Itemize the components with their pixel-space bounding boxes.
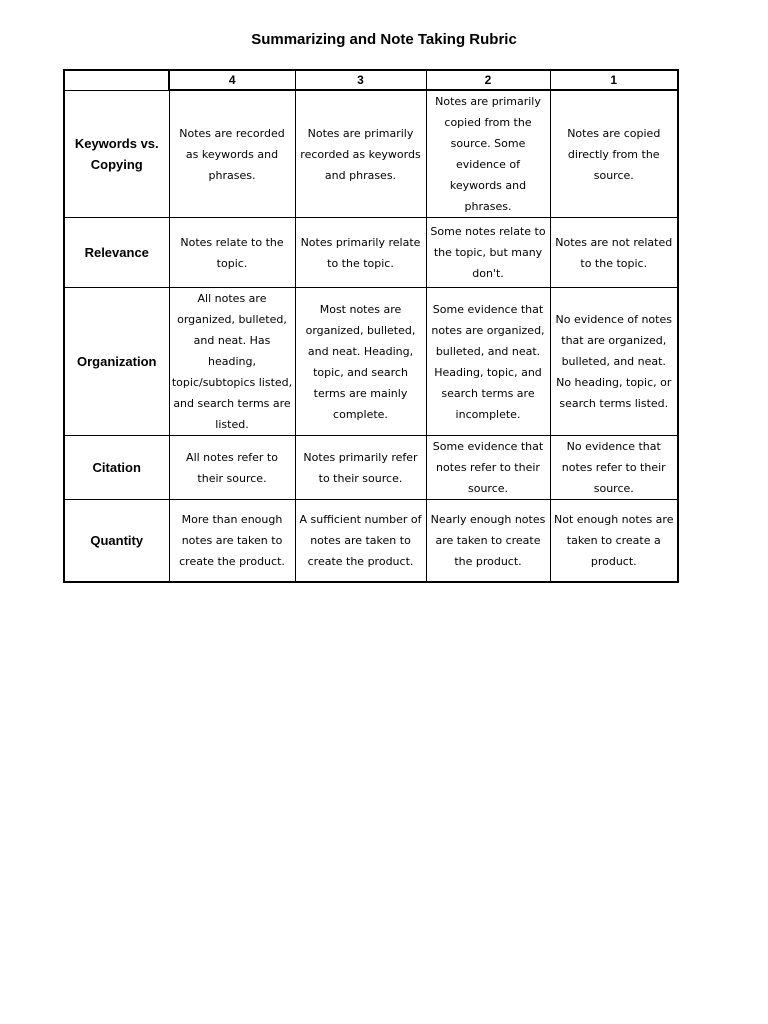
- rubric-cell-score-3: Notes primarily relate to the topic.: [295, 218, 426, 288]
- rubric-row-keywords: [64, 90, 678, 218]
- criterion-label: Quantity: [64, 500, 169, 582]
- rubric-cell-score-4: Notes are recorded as keywords and phrases.: [169, 90, 295, 218]
- score-header-2: 2: [426, 70, 550, 90]
- criterion-label: Organization: [64, 288, 169, 436]
- rubric-row-organization: [64, 288, 678, 436]
- header-corner-cell: [64, 70, 169, 90]
- score-header-4: 4: [169, 70, 295, 90]
- rubric-cell-score-2: Some notes relate to the topic, but many don't.: [426, 218, 550, 288]
- rubric-cell-score-4: All notes are organized, bulleted, and neat. Has heading, topic/subtopics listed, and search terms are listed.: [169, 288, 295, 436]
- rubric-cell-score-1: No evidence of notes that are organized, bulleted, and neat. No heading, topic, or search terms listed.: [550, 288, 678, 436]
- rubric-row-citation: [64, 436, 678, 500]
- score-header-3: 3: [295, 70, 426, 90]
- rubric-cell-score-1: Notes are not related to the topic.: [550, 218, 678, 288]
- rubric-cell-score-4: All notes refer to their source.: [169, 436, 295, 500]
- rubric-cell-score-2: Some evidence that notes are organized, bulleted, and neat. Heading, topic, and search terms are incomplete.: [426, 288, 550, 436]
- rubric-cell-score-1: Notes are copied directly from the source.: [550, 90, 678, 218]
- criterion-label: Relevance: [64, 218, 169, 288]
- rubric-cell-score-3: Notes primarily refer to their source.: [295, 436, 426, 500]
- criterion-label: Keywords vs. Copying: [64, 90, 169, 218]
- rubric-cell-score-4: More than enough notes are taken to create the product.: [169, 500, 295, 582]
- rubric-cell-score-3: Notes are primarily recorded as keywords and phrases.: [295, 90, 426, 218]
- rubric-row-relevance: [64, 218, 678, 288]
- rubric-cell-score-2: Nearly enough notes are taken to create the product.: [426, 500, 550, 582]
- rubric-cell-score-3: Most notes are organized, bulleted, and neat. Heading, topic, and search terms are mainly complete.: [295, 288, 426, 436]
- rubric-cell-score-2: Notes are primarily copied from the source. Some evidence of keywords and phrases.: [426, 90, 550, 218]
- page-title: Summarizing and Note Taking Rubric: [251, 31, 517, 48]
- rubric-table: [63, 69, 679, 583]
- rubric-cell-score-4: Notes relate to the topic.: [169, 218, 295, 288]
- score-header-row: [64, 70, 678, 90]
- rubric-cell-score-1: No evidence that notes refer to their source.: [550, 436, 678, 500]
- score-header-1: 1: [550, 70, 678, 90]
- rubric-cell-score-3: A sufficient number of notes are taken to create the product.: [295, 500, 426, 582]
- criterion-label: Citation: [64, 436, 169, 500]
- rubric-row-quantity: [64, 500, 678, 582]
- rubric-cell-score-1: Not enough notes are taken to create a product.: [550, 500, 678, 582]
- rubric-cell-score-2: Some evidence that notes refer to their source.: [426, 436, 550, 500]
